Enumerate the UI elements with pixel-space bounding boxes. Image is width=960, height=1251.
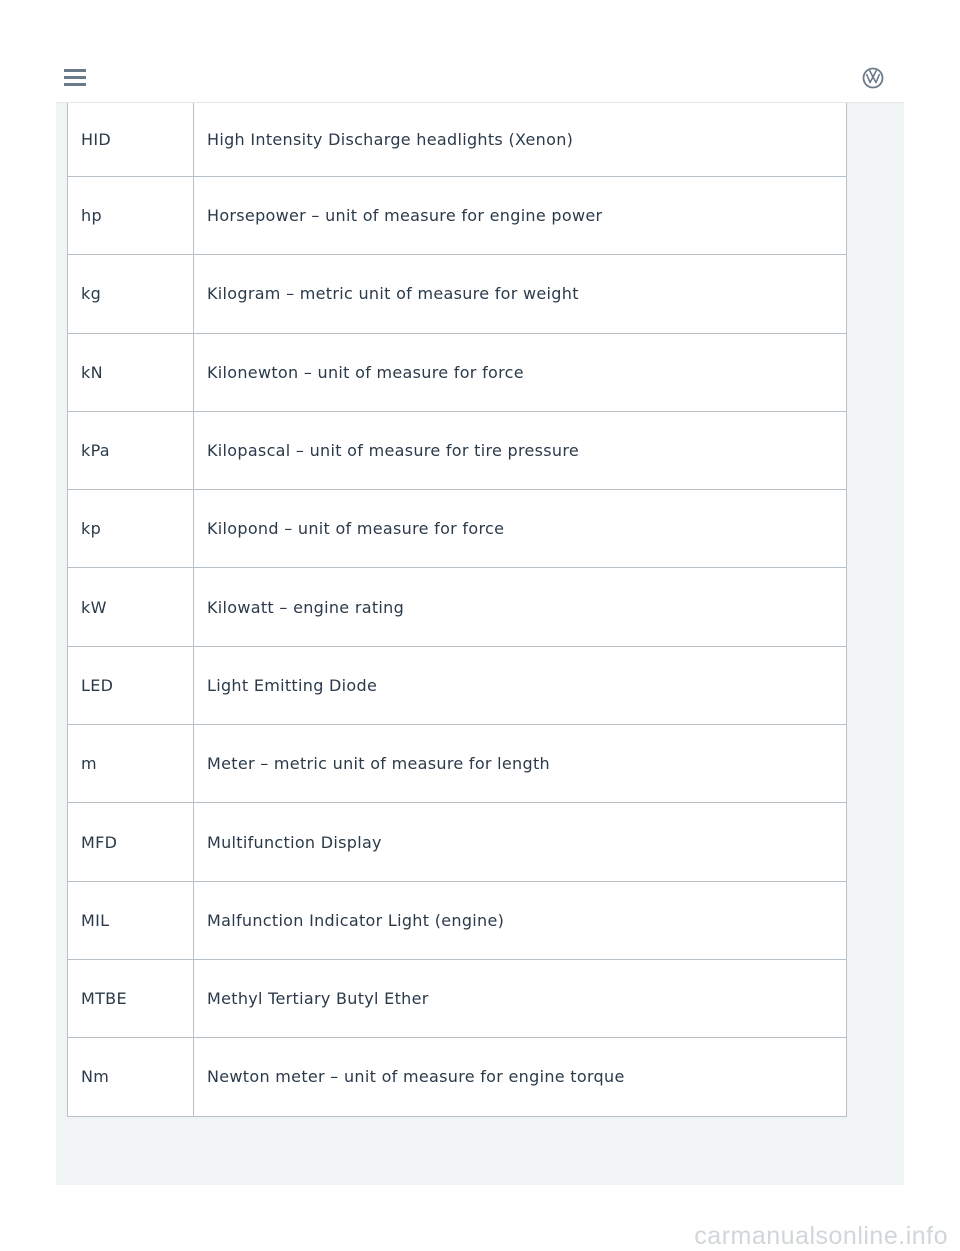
table-row [68, 959, 847, 1037]
table-row [68, 568, 847, 646]
abbreviation-definition: Newton meter – unit of measure for engine torque [194, 1038, 847, 1116]
abbreviations-table [67, 103, 847, 1117]
table-row [68, 725, 847, 803]
abbreviation-definition: Kilonewton – unit of measure for force [194, 333, 847, 411]
abbreviation-definition: Kilogram – metric unit of measure for weight [194, 255, 847, 333]
abbreviation-definition: Malfunction Indicator Light (engine) [194, 881, 847, 959]
abbreviation-term: kW [68, 568, 194, 646]
vw-logo-icon[interactable] [862, 67, 884, 89]
abbreviation-term: kPa [68, 411, 194, 489]
abbreviation-term: Nm [68, 1038, 194, 1116]
abbreviation-definition: Kilopond – unit of measure for force [194, 490, 847, 568]
abbreviation-term: MFD [68, 803, 194, 881]
content-panel [56, 103, 904, 1185]
abbreviation-definition: Kilowatt – engine rating [194, 568, 847, 646]
abbreviation-term: kp [68, 490, 194, 568]
abbreviation-term: kg [68, 255, 194, 333]
abbreviation-definition: Meter – metric unit of measure for length [194, 725, 847, 803]
table-row [68, 177, 847, 255]
table-row [68, 803, 847, 881]
abbreviation-definition: Light Emitting Diode [194, 646, 847, 724]
table-row [68, 255, 847, 333]
table-row [68, 881, 847, 959]
abbreviation-definition: Multifunction Display [194, 803, 847, 881]
abbreviation-definition: Methyl Tertiary Butyl Ether [194, 959, 847, 1037]
abbreviation-term: kN [68, 333, 194, 411]
abbreviation-term: MIL [68, 881, 194, 959]
top-bar [56, 52, 904, 103]
abbreviation-definition: Horsepower – unit of measure for engine power [194, 177, 847, 255]
abbreviation-term: HID [68, 103, 194, 177]
abbreviation-term: LED [68, 646, 194, 724]
abbreviation-term: hp [68, 177, 194, 255]
table-row [68, 411, 847, 489]
abbreviation-definition: High Intensity Discharge headlights (Xenon) [194, 103, 847, 177]
watermark: carmanualsonline.info [694, 1222, 948, 1250]
table-row [68, 646, 847, 724]
table-row [68, 490, 847, 568]
table-row [68, 333, 847, 411]
abbreviation-term: MTBE [68, 959, 194, 1037]
abbreviation-term: m [68, 725, 194, 803]
hamburger-menu-icon[interactable] [64, 69, 88, 87]
table-row [68, 103, 847, 177]
table-row [68, 1038, 847, 1116]
abbreviation-definition: Kilopascal – unit of measure for tire pressure [194, 411, 847, 489]
